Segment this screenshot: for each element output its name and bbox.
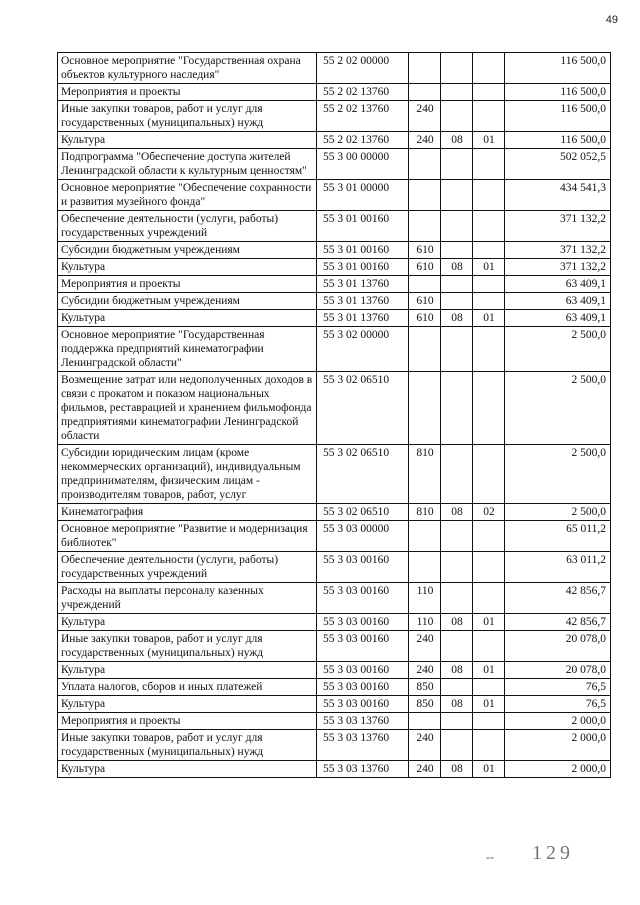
row-amount: 116 500,0 bbox=[505, 132, 611, 149]
row-section: 08 bbox=[441, 310, 473, 327]
row-section bbox=[441, 521, 473, 552]
row-target-article: 55 3 03 00160 bbox=[317, 696, 409, 713]
row-section bbox=[441, 276, 473, 293]
row-section bbox=[441, 149, 473, 180]
table-row bbox=[58, 53, 611, 84]
row-target-article: 55 3 03 13760 bbox=[317, 730, 409, 761]
row-name: Культура bbox=[58, 696, 317, 713]
row-expense-type: 110 bbox=[409, 614, 441, 631]
row-target-article: 55 3 01 13760 bbox=[317, 293, 409, 310]
row-name: Культура bbox=[58, 259, 317, 276]
row-name: Основное мероприятие "Государственная охрана объектов культурного наследия" bbox=[58, 53, 317, 84]
row-amount: 2 500,0 bbox=[505, 445, 611, 504]
table-row bbox=[58, 84, 611, 101]
row-target-article: 55 3 03 13760 bbox=[317, 713, 409, 730]
row-target-article: 55 3 03 00160 bbox=[317, 583, 409, 614]
footer-mark: -- bbox=[486, 850, 494, 864]
row-subsection bbox=[473, 293, 505, 310]
row-name: Иные закупки товаров, работ и услуг для государственных (муниципальных) нужд bbox=[58, 101, 317, 132]
row-amount: 2 000,0 bbox=[505, 730, 611, 761]
table-row bbox=[58, 310, 611, 327]
row-amount: 63 409,1 bbox=[505, 293, 611, 310]
table-row bbox=[58, 372, 611, 445]
row-subsection bbox=[473, 631, 505, 662]
row-amount: 63 409,1 bbox=[505, 310, 611, 327]
row-name: Кинематография bbox=[58, 504, 317, 521]
table-row bbox=[58, 242, 611, 259]
row-amount: 20 078,0 bbox=[505, 631, 611, 662]
table-row bbox=[58, 445, 611, 504]
row-name: Возмещение затрат или недополученных доходов в связи с прокатом и показом национальных фильмов, реставрацией и хранением фильмофонда предприятиями кинематографии Ленинградской области bbox=[58, 372, 317, 445]
row-target-article: 55 3 03 00000 bbox=[317, 521, 409, 552]
row-section bbox=[441, 242, 473, 259]
row-amount: 42 856,7 bbox=[505, 583, 611, 614]
row-expense-type: 110 bbox=[409, 583, 441, 614]
row-name: Культура bbox=[58, 132, 317, 149]
row-target-article: 55 2 02 13760 bbox=[317, 84, 409, 101]
row-section bbox=[441, 53, 473, 84]
row-section: 08 bbox=[441, 662, 473, 679]
row-target-article: 55 2 02 13760 bbox=[317, 132, 409, 149]
row-subsection bbox=[473, 180, 505, 211]
table-row bbox=[58, 276, 611, 293]
row-expense-type bbox=[409, 84, 441, 101]
table-row bbox=[58, 211, 611, 242]
row-target-article: 55 3 03 00160 bbox=[317, 631, 409, 662]
row-section bbox=[441, 84, 473, 101]
row-expense-type: 240 bbox=[409, 761, 441, 778]
row-amount: 2 500,0 bbox=[505, 372, 611, 445]
row-name: Субсидии бюджетным учреждениям bbox=[58, 293, 317, 310]
row-target-article: 55 3 01 00160 bbox=[317, 242, 409, 259]
row-target-article: 55 3 03 00160 bbox=[317, 679, 409, 696]
row-expense-type bbox=[409, 372, 441, 445]
row-subsection bbox=[473, 552, 505, 583]
row-amount: 76,5 bbox=[505, 696, 611, 713]
row-section: 08 bbox=[441, 504, 473, 521]
row-expense-type bbox=[409, 180, 441, 211]
row-name: Основное мероприятие "Развитие и модернизация библиотек" bbox=[58, 521, 317, 552]
row-subsection bbox=[473, 327, 505, 372]
row-subsection: 01 bbox=[473, 761, 505, 778]
row-subsection bbox=[473, 211, 505, 242]
row-amount: 371 132,2 bbox=[505, 242, 611, 259]
row-subsection: 01 bbox=[473, 132, 505, 149]
table-row bbox=[58, 259, 611, 276]
row-expense-type bbox=[409, 276, 441, 293]
row-section bbox=[441, 293, 473, 310]
row-target-article: 55 3 01 13760 bbox=[317, 310, 409, 327]
table-row bbox=[58, 631, 611, 662]
table-row bbox=[58, 713, 611, 730]
row-amount: 63 011,2 bbox=[505, 552, 611, 583]
page-number: 49 bbox=[605, 14, 618, 26]
row-target-article: 55 3 02 06510 bbox=[317, 445, 409, 504]
row-section: 08 bbox=[441, 696, 473, 713]
row-section bbox=[441, 327, 473, 372]
row-section: 08 bbox=[441, 259, 473, 276]
row-section bbox=[441, 372, 473, 445]
row-name: Культура bbox=[58, 310, 317, 327]
row-subsection: 01 bbox=[473, 662, 505, 679]
row-expense-type bbox=[409, 552, 441, 583]
row-target-article: 55 2 02 13760 bbox=[317, 101, 409, 132]
stamp-number: 129 bbox=[532, 842, 574, 864]
row-expense-type bbox=[409, 521, 441, 552]
row-target-article: 55 3 02 00000 bbox=[317, 327, 409, 372]
row-target-article: 55 3 01 13760 bbox=[317, 276, 409, 293]
row-subsection: 01 bbox=[473, 259, 505, 276]
row-section bbox=[441, 211, 473, 242]
row-subsection bbox=[473, 101, 505, 132]
row-name: Обеспечение деятельности (услуги, работы) государственных учреждений bbox=[58, 211, 317, 242]
row-subsection bbox=[473, 84, 505, 101]
table-row bbox=[58, 761, 611, 778]
row-amount: 2 000,0 bbox=[505, 761, 611, 778]
row-section: 08 bbox=[441, 761, 473, 778]
row-name: Расходы на выплаты персоналу казенных учреждений bbox=[58, 583, 317, 614]
budget-table-body bbox=[58, 53, 611, 778]
budget-table bbox=[57, 52, 611, 778]
row-expense-type bbox=[409, 53, 441, 84]
table-row bbox=[58, 180, 611, 211]
row-subsection: 01 bbox=[473, 614, 505, 631]
row-section bbox=[441, 101, 473, 132]
row-subsection bbox=[473, 521, 505, 552]
row-name: Субсидии юридическим лицам (кроме некоммерческих организаций), индивидуальным предпринимателям, физическим лицам - производителям товаров, работ, услуг bbox=[58, 445, 317, 504]
row-target-article: 55 3 02 06510 bbox=[317, 504, 409, 521]
table-row bbox=[58, 293, 611, 310]
row-expense-type: 240 bbox=[409, 730, 441, 761]
table-row bbox=[58, 583, 611, 614]
row-expense-type: 240 bbox=[409, 101, 441, 132]
table-row bbox=[58, 696, 611, 713]
row-expense-type: 240 bbox=[409, 662, 441, 679]
row-name: Субсидии бюджетным учреждениям bbox=[58, 242, 317, 259]
row-section bbox=[441, 445, 473, 504]
row-section bbox=[441, 730, 473, 761]
row-name: Иные закупки товаров, работ и услуг для государственных (муниципальных) нужд bbox=[58, 631, 317, 662]
row-name: Обеспечение деятельности (услуги, работы) государственных учреждений bbox=[58, 552, 317, 583]
row-section bbox=[441, 631, 473, 662]
row-target-article: 55 3 01 00160 bbox=[317, 211, 409, 242]
row-expense-type: 610 bbox=[409, 293, 441, 310]
row-target-article: 55 3 03 00160 bbox=[317, 552, 409, 583]
row-section bbox=[441, 552, 473, 583]
row-amount: 116 500,0 bbox=[505, 53, 611, 84]
row-amount: 2 000,0 bbox=[505, 713, 611, 730]
row-amount: 116 500,0 bbox=[505, 84, 611, 101]
row-subsection bbox=[473, 53, 505, 84]
row-name: Культура bbox=[58, 662, 317, 679]
row-subsection bbox=[473, 679, 505, 696]
row-expense-type: 810 bbox=[409, 445, 441, 504]
row-expense-type: 610 bbox=[409, 259, 441, 276]
row-expense-type: 240 bbox=[409, 132, 441, 149]
row-amount: 20 078,0 bbox=[505, 662, 611, 679]
row-amount: 2 500,0 bbox=[505, 327, 611, 372]
row-subsection bbox=[473, 242, 505, 259]
row-name: Основное мероприятие "Обеспечение сохранности и развития музейного фонда" bbox=[58, 180, 317, 211]
row-expense-type: 610 bbox=[409, 310, 441, 327]
row-expense-type: 240 bbox=[409, 631, 441, 662]
row-expense-type: 810 bbox=[409, 504, 441, 521]
row-target-article: 55 3 03 00160 bbox=[317, 662, 409, 679]
row-subsection bbox=[473, 276, 505, 293]
table-row bbox=[58, 504, 611, 521]
row-amount: 502 052,5 bbox=[505, 149, 611, 180]
row-expense-type bbox=[409, 211, 441, 242]
row-target-article: 55 3 03 00160 bbox=[317, 614, 409, 631]
row-amount: 116 500,0 bbox=[505, 101, 611, 132]
row-section: 08 bbox=[441, 614, 473, 631]
table-row bbox=[58, 327, 611, 372]
row-amount: 371 132,2 bbox=[505, 211, 611, 242]
row-expense-type bbox=[409, 149, 441, 180]
row-amount: 2 500,0 bbox=[505, 504, 611, 521]
table-row bbox=[58, 679, 611, 696]
row-target-article: 55 3 03 13760 bbox=[317, 761, 409, 778]
row-name: Мероприятия и проекты bbox=[58, 276, 317, 293]
row-target-article: 55 3 01 00000 bbox=[317, 180, 409, 211]
row-section bbox=[441, 583, 473, 614]
row-target-article: 55 2 02 00000 bbox=[317, 53, 409, 84]
row-target-article: 55 3 01 00160 bbox=[317, 259, 409, 276]
row-name: Мероприятия и проекты bbox=[58, 713, 317, 730]
row-subsection bbox=[473, 713, 505, 730]
row-subsection bbox=[473, 445, 505, 504]
row-name: Культура bbox=[58, 761, 317, 778]
row-name: Основное мероприятие "Государственная поддержка предприятий кинематографии Ленинградской области" bbox=[58, 327, 317, 372]
table-row bbox=[58, 521, 611, 552]
row-subsection bbox=[473, 583, 505, 614]
table-row bbox=[58, 614, 611, 631]
row-amount: 42 856,7 bbox=[505, 614, 611, 631]
row-amount: 76,5 bbox=[505, 679, 611, 696]
row-subsection bbox=[473, 372, 505, 445]
row-target-article: 55 3 00 00000 bbox=[317, 149, 409, 180]
row-amount: 65 011,2 bbox=[505, 521, 611, 552]
table-row bbox=[58, 101, 611, 132]
row-section bbox=[441, 180, 473, 211]
row-name: Иные закупки товаров, работ и услуг для государственных (муниципальных) нужд bbox=[58, 730, 317, 761]
row-expense-type bbox=[409, 327, 441, 372]
row-expense-type: 850 bbox=[409, 696, 441, 713]
row-subsection: 01 bbox=[473, 310, 505, 327]
row-subsection: 02 bbox=[473, 504, 505, 521]
row-subsection bbox=[473, 149, 505, 180]
row-amount: 371 132,2 bbox=[505, 259, 611, 276]
row-section bbox=[441, 679, 473, 696]
row-name: Подпрограмма "Обеспечение доступа жителей Ленинградской области к культурным ценностям" bbox=[58, 149, 317, 180]
row-name: Уплата налогов, сборов и иных платежей bbox=[58, 679, 317, 696]
table-row bbox=[58, 132, 611, 149]
row-name: Культура bbox=[58, 614, 317, 631]
row-section: 08 bbox=[441, 132, 473, 149]
row-expense-type bbox=[409, 713, 441, 730]
table-row bbox=[58, 552, 611, 583]
table-row bbox=[58, 662, 611, 679]
row-expense-type: 610 bbox=[409, 242, 441, 259]
row-section bbox=[441, 713, 473, 730]
row-subsection bbox=[473, 730, 505, 761]
row-subsection: 01 bbox=[473, 696, 505, 713]
row-expense-type: 850 bbox=[409, 679, 441, 696]
row-target-article: 55 3 02 06510 bbox=[317, 372, 409, 445]
table-row bbox=[58, 730, 611, 761]
row-name: Мероприятия и проекты bbox=[58, 84, 317, 101]
row-amount: 434 541,3 bbox=[505, 180, 611, 211]
table-row bbox=[58, 149, 611, 180]
row-amount: 63 409,1 bbox=[505, 276, 611, 293]
